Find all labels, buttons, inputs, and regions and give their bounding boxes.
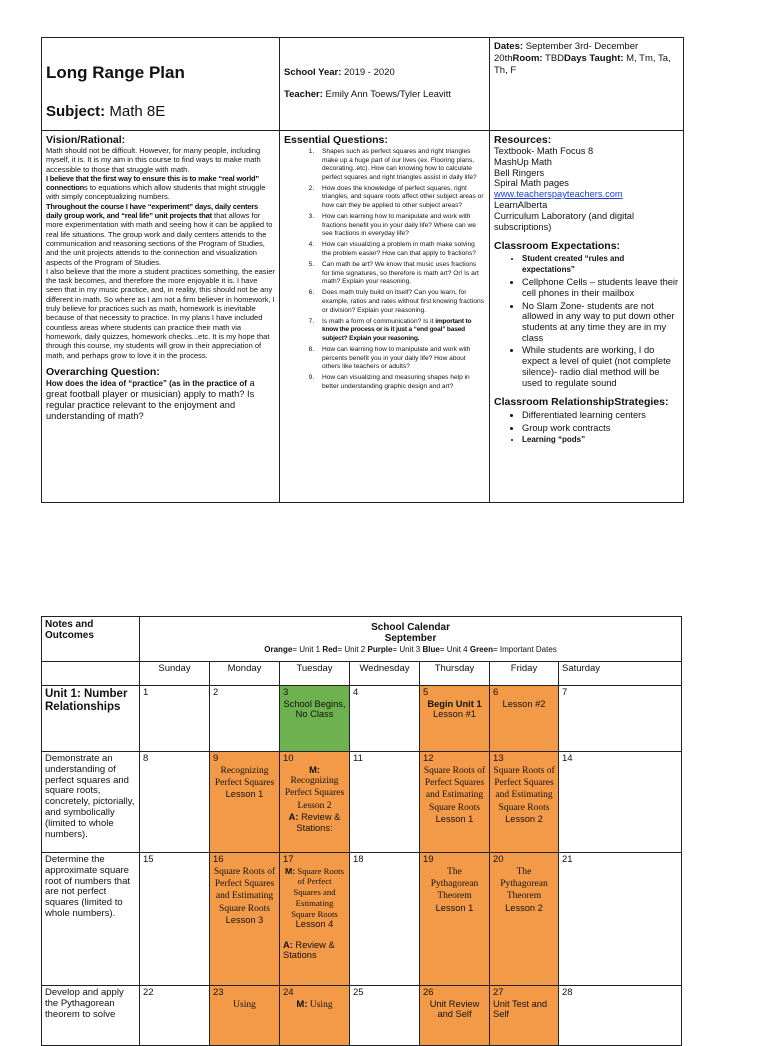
unit-1-heading: Unit 1: Number Relationships (45, 688, 128, 713)
vision-paragraph-3: that allows for more experimentation with math and seeing how it can be applied to real life situations. The group work and daily centers attends to the communication and reasoning sections of the Program of Studies, and the unit projects attends to the connection and visualization aspects of the Program of Studies. (46, 211, 273, 267)
list-item: • Student created “rules and expectations” (522, 254, 679, 276)
day-number: 20 (493, 854, 504, 865)
day-number: 17 (283, 854, 294, 865)
list-item: 6. Does math truly build on itself? Can you learn, for example, ratios and rates without first knowing fractions or division? Explain your reasoning. (316, 289, 485, 315)
day-number: 8 (143, 753, 149, 764)
calendar-day[interactable] (140, 752, 210, 853)
day-event: Square Roots of Perfect Squares and Estimating Square Roots (493, 765, 555, 813)
day-number: 3 (283, 687, 289, 698)
day-lesson: Lesson 2 (505, 814, 543, 825)
day-event: Using (233, 999, 256, 1010)
day-number: 28 (562, 987, 573, 998)
day-lesson: Lesson 4 (295, 919, 334, 930)
day-event: Lesson #2 (502, 698, 546, 709)
teacher-label: Teacher: (284, 89, 323, 100)
day-number: 11 (353, 753, 363, 764)
day-number: 24 (283, 987, 294, 998)
day-extra-text: Review & Stations: (296, 812, 341, 833)
page-title: Long Range Plan (46, 63, 185, 82)
calendar-day[interactable] (350, 686, 420, 752)
day-event-bold: M: (296, 998, 308, 1010)
day-number: 5 (423, 687, 429, 698)
dates-line (494, 41, 679, 77)
list-item (316, 318, 485, 344)
legend-color: Purple (367, 645, 393, 654)
day-event: Recognizing Perfect Squares (214, 765, 275, 788)
day-lesson: Lesson 1 (435, 902, 474, 913)
outcome-text: Determine the approximate square root of numbers that are not perfect squares (limited to whole numbers). (45, 854, 131, 919)
calendar-day[interactable] (140, 686, 210, 752)
calendar-day[interactable] (210, 752, 280, 853)
day-header-saturday: Saturday (559, 662, 682, 686)
week-note-cell (42, 853, 140, 986)
essential-question-7: Is math a form of communication? Is it (322, 317, 434, 325)
day-number: 2 (213, 687, 219, 698)
vision-paragraph-2-bold: I believe that the first way to ensure this is to make “real world” connection (46, 173, 259, 193)
legend-unit: Unit 3 (399, 645, 421, 654)
day-event (283, 866, 346, 920)
day-event-bold: M: (309, 764, 320, 775)
day-number: 12 (423, 753, 434, 764)
week-note-cell (42, 986, 140, 1046)
week-note-cell (42, 686, 140, 752)
calendar-day[interactable] (490, 986, 559, 1046)
day-number: 6 (493, 687, 499, 698)
calendar-day[interactable] (490, 752, 559, 853)
day-event-text: Using (309, 999, 333, 1010)
day-event: Recognizing Perfect Squares Lesson 2 (284, 776, 345, 811)
vision-heading: Vision/Rational: (46, 134, 126, 146)
list-item: • Group work contracts (522, 423, 679, 434)
legend-unit: Unit 2 (344, 645, 366, 654)
calendar-day[interactable] (280, 686, 350, 752)
day-extra-bold: A: (288, 812, 299, 823)
calendar-day[interactable] (350, 853, 420, 986)
calendar-day[interactable] (140, 853, 210, 986)
calendar-day[interactable] (559, 986, 682, 1046)
day-lesson: Lesson 3 (225, 915, 264, 926)
teacher-value: Emily Ann Toews/Tyler Leavitt (325, 89, 452, 100)
day-extra (283, 940, 346, 961)
calendar-title: School Calendar (371, 622, 450, 633)
day-header-blank (42, 662, 140, 686)
calendar-day[interactable] (280, 752, 350, 853)
list-item: 8. How can learning how to manipulate and work with percents benefit you in your daily life? How about others like teachers or adults? (316, 346, 485, 372)
legend-color: Orange (264, 645, 293, 654)
legend-color: Red (322, 645, 338, 654)
resources-heading: Resources: (494, 134, 552, 146)
calendar-header-cell (140, 617, 682, 662)
day-event: Unit Review and Self (429, 998, 480, 1019)
calendar-day[interactable] (350, 752, 420, 853)
day-number: 26 (423, 987, 434, 998)
day-number: 9 (213, 753, 219, 764)
resource-item: LearnAlberta (494, 199, 548, 210)
school-year-value: 2019 - 2020 (344, 67, 395, 78)
calendar-day[interactable] (490, 686, 559, 752)
day-event: Unit Test and Self (493, 998, 548, 1019)
resources-list (494, 146, 679, 232)
day-number: 21 (562, 854, 573, 865)
plan-title-cell (42, 38, 280, 131)
vision-paragraph-2: s to equations which allow students that might struggle with simply conceptualizing numbers. (46, 183, 266, 202)
teacher-line (284, 89, 485, 101)
strategies-heading: Classroom RelationshipStrategies: (494, 396, 669, 409)
day-number: 7 (562, 687, 568, 698)
legend-unit: Unit 4 (446, 645, 468, 654)
day-event-bold: Begin Unit 1 (427, 698, 482, 709)
teacherspayteachers-link[interactable]: www.teacherspayteachers.com (494, 189, 623, 200)
dates-value: September 3rd- December 20th (494, 41, 639, 64)
day-header-wednesday: Wednesday (350, 662, 420, 686)
week-note-cell (42, 752, 140, 853)
essential-questions-list (284, 148, 485, 391)
overarching-question-bold: How does the idea of “practice” (as in the practice of (46, 378, 247, 388)
list-item: • Cellphone Cells – students leave their cell phones in their mailbox (522, 277, 679, 299)
outcome-text: Demonstrate an understanding of perfect squares and square roots, concretely, pictorially, and symbolically (limited to whole numbers). (45, 753, 135, 840)
school-year-line (284, 67, 485, 79)
day-event (283, 999, 346, 1011)
day-header-thursday: Thursday (420, 662, 490, 686)
list-item: 3. How can learning how to manipulate and work with fractions benefit you in your daily life? Where can we see fractions in everyday life? (316, 213, 485, 239)
calendar-day[interactable] (280, 986, 350, 1046)
essential-questions-heading: Essential Questions: (284, 134, 388, 146)
calendar-day[interactable] (210, 986, 280, 1046)
day-extra-text: Review & Stations (283, 939, 335, 961)
calendar-month: September (384, 633, 437, 644)
room-label: Room: (512, 53, 543, 64)
day-lesson: Lesson 2 (505, 902, 543, 913)
day-number: 1 (143, 687, 149, 698)
dates-cell (490, 38, 684, 131)
calendar-day[interactable] (420, 752, 490, 853)
calendar-day[interactable] (490, 853, 559, 986)
day-event: Square Roots of Perfect Squares and Estimating Square Roots (213, 866, 276, 914)
list-item: • Differentiated learning centers (522, 410, 679, 421)
day-header-monday: Monday (210, 662, 280, 686)
day-number: 22 (143, 987, 154, 998)
days-taught-value: M, Tm, Ta, Th, F (494, 53, 671, 76)
calendar-day[interactable] (559, 853, 682, 986)
day-number: 23 (213, 987, 224, 998)
notes-outcomes-heading: Notes and Outcomes (45, 619, 94, 641)
day-number: 25 (353, 987, 364, 998)
resource-item: MashUp Math (494, 156, 552, 167)
legend-color: Blue (422, 645, 440, 654)
day-number: 16 (213, 854, 224, 865)
legend-unit: Unit 1 (299, 645, 321, 654)
day-header-tuesday: Tuesday (280, 662, 350, 686)
list-item: • No Slam Zone- students are not allowed in any way to put down other students at any time they are in my class (522, 301, 679, 344)
day-number: 13 (493, 753, 504, 764)
day-event: Lesson #1 (433, 709, 476, 719)
list-item: 4. How can visualizing a problem in math make solving the problem easier? How can that apply to fractions? (316, 241, 485, 258)
dates-label: Dates: (494, 41, 524, 52)
vision-cell (42, 131, 280, 503)
vision-paragraph-4: I also believe that the more a student practices something, the easier the task becomes, and therefore the more enjoyable it is. I have seen that in my music practice, and, in reality, this should not be any different in math. So where as I am not a firm believer in homework, I truly believe for practices such as math, homework is inevitable because of that necessity to practice. In my plans I have included countless areas where students can practice their math via homework, daily quizzes, homework checks...etc. It is my hope that through this course, my students will grow in their appreciation of math, and perhaps grow to love it in the process. (46, 266, 275, 360)
vision-paragraph-1: Math should not be difficult. However, for many people, including myself, it is. It is my aim in this course to find ways to make math accessible to those that struggle with math. (46, 146, 261, 174)
day-extra-bold: A: (283, 939, 293, 950)
resource-item: Curriculum Laboratory (and digital subscriptions) (494, 210, 635, 232)
calendar-day[interactable] (140, 986, 210, 1046)
calendar-day[interactable] (210, 853, 280, 986)
day-lesson: Lesson 1 (225, 789, 264, 800)
day-header-friday: Friday (490, 662, 559, 686)
long-range-plan-table (41, 37, 684, 503)
school-info-cell (280, 38, 490, 131)
school-year-label: School Year: (284, 67, 342, 78)
day-number: 18 (353, 854, 364, 865)
expectations-list (494, 254, 679, 388)
calendar-day[interactable] (420, 686, 490, 752)
overarching-question (46, 378, 275, 422)
list-item: • While students are working, I do expect a level of quiet (not complete silence)- radio dial method will be used to regulate sound (522, 345, 679, 388)
calendar-day[interactable] (210, 686, 280, 752)
calendar-day[interactable] (420, 986, 490, 1046)
day-number: 14 (562, 753, 573, 764)
days-taught-label: Days Taught: (564, 53, 624, 64)
list-item: 5. Can math be art? We know that music uses fractions for time signatures, so therefore is math art? Or! Is art math? Explain your reasoning. (316, 261, 485, 287)
day-number: 15 (143, 854, 154, 865)
list-item: 1. Shapes such as perfect squares and right triangles make up a huge part of our lives (ex. Flooring plans, decorating..etc). How can knowing how to calculate perfect squares and right triangles assist in daily life? (316, 148, 485, 182)
day-event-text: Square Roots of Perfect Squares and Estimating Square Roots (291, 865, 344, 919)
day-number: 4 (353, 687, 359, 698)
day-number: 19 (423, 854, 434, 865)
room-value: TBD (545, 53, 565, 64)
essential-questions-cell (280, 131, 490, 503)
subject-line (46, 103, 275, 120)
essential-question-7-bold: important to know the process or is it just a “end goal” based subject? Explain your reasoning. (322, 317, 472, 342)
calendar-day[interactable] (559, 752, 682, 853)
day-event: Square Roots of Perfect Squares and Estimating Square Roots (423, 765, 486, 813)
legend-color: Green (469, 645, 493, 654)
strategies-list (494, 410, 679, 445)
resources-cell (490, 131, 684, 503)
calendar-day[interactable] (420, 853, 490, 986)
day-event: School Begins, No Class (283, 698, 346, 719)
outcome-text: Develop and apply the Pythagorean theorem to solve (45, 987, 124, 1020)
school-calendar-table (41, 616, 682, 1046)
notes-header-cell (42, 617, 140, 662)
overarching-question-text: a great football player or musician) apply to math? Is regular practice relevant to the enjoyment and understanding of math? (46, 377, 255, 421)
list-item: 9. How can visualizing and measuring shapes help in better understanding graphic design and art? (316, 374, 485, 391)
calendar-day[interactable] (350, 986, 420, 1046)
day-header-sunday: Sunday (140, 662, 210, 686)
vision-text (46, 146, 275, 360)
color-legend: Orange= Unit 1 Red= Unit 2 Purple= Unit 3 Blue= Unit 4 Green= Important Dates (264, 645, 557, 654)
calendar-day[interactable] (559, 686, 682, 752)
day-extra (283, 812, 346, 833)
list-item: 2. How does the knowledge of perfect squares, right triangles, and square roots affect other subject areas or how can they be applied to other subject areas? (316, 185, 485, 211)
vision-paragraph-3-bold: Throughout the course I have “experiment” days, daily centers daily group work, and “real life” unit projects that (46, 201, 259, 221)
resource-item: Spiral Math pages (494, 178, 569, 189)
day-number: 10 (283, 753, 294, 764)
subject-value: Math 8E (109, 103, 166, 120)
resource-item: Bell Ringers (494, 167, 545, 178)
subject-label: Subject: (46, 103, 106, 120)
day-event: The Pythagorean Theorem (500, 866, 548, 902)
day-lesson: Lesson 1 (435, 814, 474, 825)
day-number: 27 (493, 987, 504, 998)
day-event-bold: M: (285, 865, 296, 876)
day-event: The Pythagorean Theorem (430, 866, 479, 902)
expectations-heading: Classroom Expectations: (494, 240, 621, 253)
calendar-day[interactable] (280, 853, 350, 986)
legend-unit: Important Dates (499, 645, 557, 654)
list-item: • Learning “pods” (522, 435, 679, 446)
overarching-heading: Overarching Question: (46, 365, 160, 378)
resource-item: Textbook- Math Focus 8 (494, 146, 594, 156)
